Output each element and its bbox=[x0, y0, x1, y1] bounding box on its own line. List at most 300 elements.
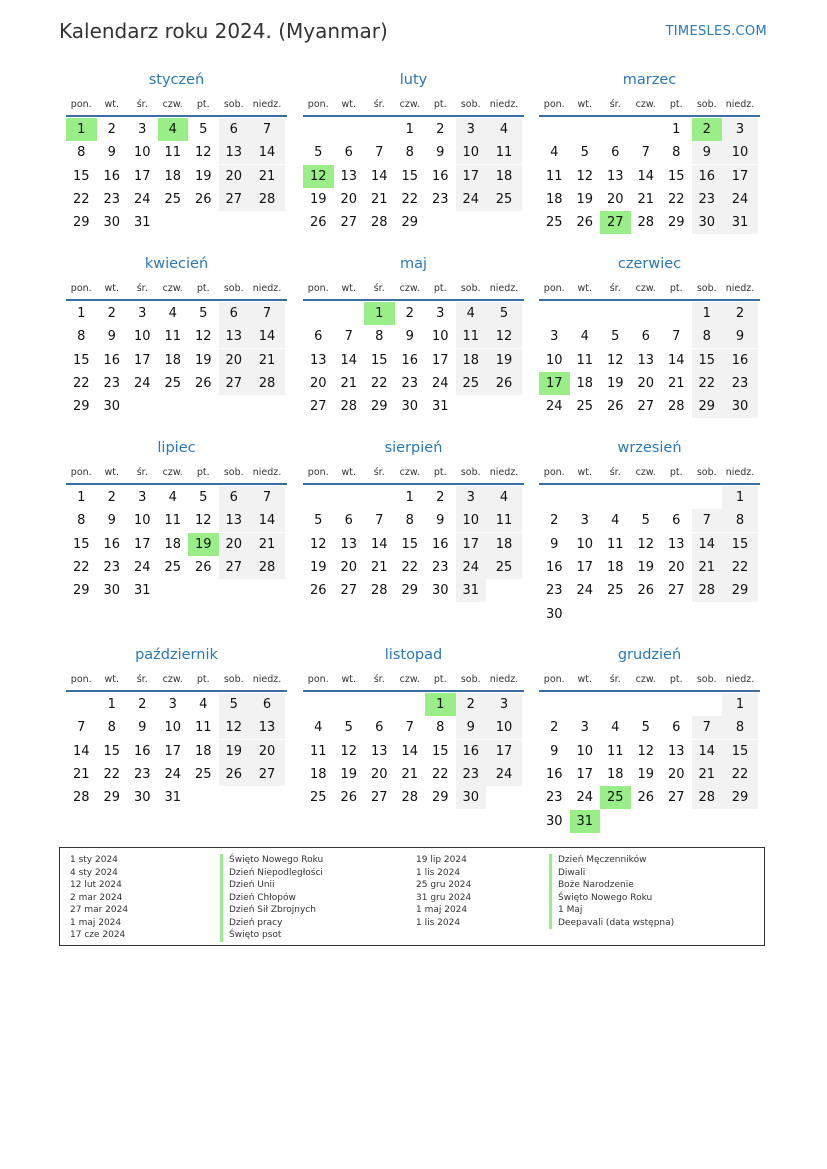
legend-holiday-name: Dzień Męczenników bbox=[549, 854, 674, 867]
day-cell: 12 bbox=[576, 168, 594, 184]
weekday-label: wt. bbox=[577, 283, 592, 294]
day-cell: 5 bbox=[314, 145, 323, 161]
day-cell: 27 bbox=[370, 790, 388, 806]
day-cell: 18 bbox=[164, 352, 182, 368]
day-cell: 8 bbox=[405, 513, 414, 529]
weekday-label: pon. bbox=[543, 467, 565, 478]
day-cell: 31 bbox=[456, 579, 487, 602]
day-cell: 6 bbox=[672, 513, 681, 529]
day-cell: 14 bbox=[249, 141, 285, 164]
day-cell: 10 bbox=[133, 513, 151, 529]
day-cell: 31 bbox=[133, 583, 151, 599]
weekday-label: pt. bbox=[196, 283, 210, 294]
day-cell: 11 bbox=[164, 329, 182, 345]
weekday-label: sob. bbox=[460, 283, 481, 294]
day-cell: 21 bbox=[72, 766, 90, 782]
day-cell: 1 bbox=[672, 122, 681, 137]
holiday-legend bbox=[59, 847, 765, 946]
day-cell: 14 bbox=[667, 352, 685, 368]
day-cell: 25 bbox=[576, 399, 594, 415]
day-cell: 25 bbox=[194, 766, 212, 782]
day-cell: 14 bbox=[340, 352, 358, 368]
weekday-label: pon. bbox=[307, 674, 329, 685]
weekday-label: pon. bbox=[70, 283, 92, 294]
weekday-label: czw. bbox=[399, 674, 420, 685]
day-cell: 15 bbox=[72, 352, 90, 368]
header-rule bbox=[303, 483, 524, 485]
day-cell: 3 bbox=[580, 513, 589, 529]
day-cell: 19 bbox=[637, 559, 655, 575]
day-cell: 24 bbox=[133, 559, 151, 575]
header-rule bbox=[539, 115, 760, 117]
day-cell: 17 bbox=[576, 766, 594, 782]
weekday-label: śr. bbox=[609, 283, 621, 294]
day-cell: 2 bbox=[405, 306, 414, 321]
day-cell: 30 bbox=[103, 399, 121, 415]
weekday-label: śr. bbox=[136, 467, 148, 478]
weekday-label: śr. bbox=[609, 99, 621, 110]
day-cell: 6 bbox=[219, 302, 250, 325]
day-cell: 16 bbox=[692, 165, 723, 188]
day-cell: 10 bbox=[133, 329, 151, 345]
day-cell: 29 bbox=[692, 395, 723, 418]
day-cell: 6 bbox=[249, 693, 285, 716]
day-cell: 22 bbox=[692, 372, 723, 395]
day-cell: 22 bbox=[72, 559, 90, 575]
day-cell: 28 bbox=[692, 579, 723, 602]
weekday-label: wt. bbox=[341, 674, 356, 685]
day-cell: 29 bbox=[72, 215, 90, 231]
day-cell: 28 bbox=[72, 790, 90, 806]
day-cell: 30 bbox=[103, 583, 121, 599]
month-name: maj bbox=[399, 256, 428, 272]
day-cell: 4 bbox=[580, 329, 589, 345]
day-cell: 19 bbox=[340, 766, 358, 782]
weekday-header bbox=[303, 99, 524, 115]
day-cell: 3 bbox=[456, 118, 487, 141]
page-title: Kalendarz roku 2024. (Myanmar) bbox=[59, 19, 388, 43]
day-cell: 12 bbox=[194, 513, 212, 529]
weekday-label: śr. bbox=[136, 283, 148, 294]
day-cell: 21 bbox=[692, 763, 723, 786]
legend-holiday-name: Deepavali (data wstępna) bbox=[549, 917, 674, 930]
legend-date: 19 lip 2024 bbox=[416, 855, 467, 865]
day-cell: 30 bbox=[103, 215, 121, 231]
day-cell: 3 bbox=[550, 329, 559, 345]
weekday-label: pt. bbox=[196, 674, 210, 685]
day-cell: 1 bbox=[405, 122, 414, 137]
day-cell: 22 bbox=[72, 191, 90, 207]
day-cell: 28 bbox=[401, 790, 419, 806]
day-cell: 18 bbox=[164, 536, 182, 552]
day-cell: 25 bbox=[456, 372, 487, 395]
day-cell: 16 bbox=[722, 349, 758, 372]
day-cell: 27 bbox=[340, 583, 358, 599]
weekday-label: śr. bbox=[136, 99, 148, 110]
day-cell: 9 bbox=[692, 141, 723, 164]
day-cell: 19 bbox=[576, 191, 594, 207]
day-cell: 18 bbox=[194, 743, 212, 759]
legend-dates-left bbox=[70, 854, 128, 942]
day-cell: 13 bbox=[249, 716, 285, 739]
legend-date: 31 gru 2024 bbox=[416, 892, 472, 903]
legend-holiday-name: Święto Nowego Roku bbox=[220, 854, 323, 867]
month-name: kwiecień bbox=[144, 256, 209, 272]
weekday-label: czw. bbox=[635, 283, 656, 294]
day-cell: 11 bbox=[545, 168, 563, 184]
legend-date: 17 cze 2024 bbox=[70, 930, 126, 940]
day-cell: 6 bbox=[641, 329, 650, 345]
day-cell: 8 bbox=[77, 145, 86, 161]
weekday-label: czw. bbox=[635, 674, 656, 685]
day-cell: 30 bbox=[456, 786, 487, 809]
day-cell: 1 bbox=[66, 118, 97, 141]
header-rule bbox=[539, 483, 760, 485]
day-cell: 8 bbox=[436, 720, 445, 736]
day-cell: 27 bbox=[219, 556, 250, 579]
day-cell: 25 bbox=[600, 786, 631, 809]
legend-date: 1 lis 2024 bbox=[416, 917, 461, 928]
weekday-header bbox=[539, 99, 760, 115]
day-cell: 23 bbox=[545, 583, 563, 599]
day-cell: 3 bbox=[486, 693, 522, 716]
day-cell: 20 bbox=[637, 375, 655, 391]
day-cell: 3 bbox=[168, 697, 177, 712]
day-cell: 12 bbox=[309, 536, 327, 552]
day-cell: 19 bbox=[188, 533, 219, 556]
day-cell: 30 bbox=[692, 211, 723, 234]
day-cell: 14 bbox=[249, 325, 285, 348]
day-cell: 15 bbox=[72, 168, 90, 184]
month-name: grudzień bbox=[617, 647, 682, 663]
day-cell: 4 bbox=[158, 118, 189, 141]
weekday-label: niedz. bbox=[725, 467, 755, 478]
month-name: luty bbox=[399, 72, 428, 88]
day-cell: 5 bbox=[611, 329, 620, 345]
day-cell: 16 bbox=[133, 743, 151, 759]
weekday-label: wt. bbox=[341, 99, 356, 110]
day-cell: 1 bbox=[692, 302, 723, 325]
weekday-label: czw. bbox=[162, 467, 183, 478]
day-cell: 10 bbox=[576, 743, 594, 759]
month-name: listopad bbox=[384, 647, 443, 663]
day-cell: 27 bbox=[667, 790, 685, 806]
day-cell: 28 bbox=[370, 583, 388, 599]
day-cell: 6 bbox=[344, 145, 353, 161]
day-cell: 6 bbox=[219, 486, 250, 509]
day-cell: 2 bbox=[436, 490, 445, 505]
header-rule bbox=[66, 115, 287, 117]
day-cell: 23 bbox=[545, 790, 563, 806]
day-cell: 19 bbox=[309, 191, 327, 207]
day-cell: 29 bbox=[401, 583, 419, 599]
weekday-label: pt. bbox=[433, 467, 447, 478]
day-cell: 4 bbox=[168, 490, 177, 505]
day-cell: 20 bbox=[606, 191, 624, 207]
day-cell: 15 bbox=[692, 349, 723, 372]
day-cell: 13 bbox=[667, 743, 685, 759]
day-cell: 7 bbox=[249, 302, 285, 325]
day-cell: 17 bbox=[486, 740, 522, 763]
day-cell: 25 bbox=[486, 188, 522, 211]
day-cell: 7 bbox=[344, 329, 353, 345]
legend-names-right bbox=[549, 854, 674, 929]
day-cell: 24 bbox=[545, 399, 563, 415]
day-cell: 8 bbox=[405, 145, 414, 161]
day-cell: 21 bbox=[340, 375, 358, 391]
weekday-label: pt. bbox=[196, 467, 210, 478]
day-cell: 4 bbox=[199, 697, 208, 712]
month-name: czerwiec bbox=[617, 256, 682, 272]
day-cell: 7 bbox=[249, 118, 285, 141]
day-cell: 20 bbox=[340, 559, 358, 575]
day-cell: 7 bbox=[249, 486, 285, 509]
day-cell: 19 bbox=[194, 168, 212, 184]
day-cell: 9 bbox=[107, 329, 116, 345]
day-cell: 2 bbox=[550, 513, 559, 529]
day-cell: 21 bbox=[249, 349, 285, 372]
day-cell: 23 bbox=[692, 188, 723, 211]
day-cell: 1 bbox=[722, 693, 758, 716]
weekday-label: czw. bbox=[162, 674, 183, 685]
day-cell: 26 bbox=[309, 583, 327, 599]
header-rule bbox=[303, 115, 524, 117]
weekday-label: czw. bbox=[399, 467, 420, 478]
day-cell: 12 bbox=[637, 536, 655, 552]
legend-date: 25 gru 2024 bbox=[416, 880, 472, 890]
day-cell: 29 bbox=[72, 399, 90, 415]
day-cell: 15 bbox=[667, 168, 685, 184]
day-cell: 11 bbox=[576, 352, 594, 368]
day-cell: 17 bbox=[722, 165, 758, 188]
day-cell: 2 bbox=[107, 306, 116, 321]
weekday-label: pt. bbox=[433, 283, 447, 294]
site-link[interactable]: TIMESLES.COM bbox=[665, 24, 767, 39]
day-cell: 7 bbox=[375, 513, 384, 529]
day-cell: 4 bbox=[486, 486, 522, 509]
day-cell: 20 bbox=[667, 766, 685, 782]
weekday-label: pon. bbox=[70, 467, 92, 478]
day-cell: 17 bbox=[576, 559, 594, 575]
day-cell: 18 bbox=[309, 766, 327, 782]
day-cell: 31 bbox=[431, 399, 449, 415]
day-cell: 20 bbox=[309, 375, 327, 391]
day-cell: 13 bbox=[637, 352, 655, 368]
day-cell: 7 bbox=[672, 329, 681, 345]
day-cell: 28 bbox=[249, 556, 285, 579]
day-cell: 20 bbox=[219, 165, 250, 188]
legend-holiday-name: 1 Maj bbox=[549, 904, 674, 917]
weekday-label: śr. bbox=[373, 674, 385, 685]
day-cell: 24 bbox=[722, 188, 758, 211]
day-cell: 20 bbox=[219, 533, 250, 556]
day-cell: 7 bbox=[405, 720, 414, 736]
weekday-header bbox=[303, 283, 524, 299]
weekday-label: sob. bbox=[696, 674, 717, 685]
weekday-label: pon. bbox=[543, 674, 565, 685]
weekday-label: niedz. bbox=[489, 467, 519, 478]
day-cell: 23 bbox=[431, 559, 449, 575]
day-cell: 27 bbox=[309, 399, 327, 415]
day-cell: 15 bbox=[103, 743, 121, 759]
day-cell: 5 bbox=[641, 513, 650, 529]
day-cell: 5 bbox=[486, 302, 522, 325]
day-cell: 2 bbox=[692, 118, 723, 141]
day-cell: 10 bbox=[133, 145, 151, 161]
day-cell: 2 bbox=[138, 697, 147, 712]
weekday-label: niedz. bbox=[725, 674, 755, 685]
day-cell: 5 bbox=[314, 513, 323, 529]
day-cell: 13 bbox=[606, 168, 624, 184]
legend-date: 12 lut 2024 bbox=[70, 880, 122, 890]
day-cell: 4 bbox=[611, 513, 620, 529]
day-cell: 28 bbox=[340, 399, 358, 415]
weekday-label: wt. bbox=[104, 467, 119, 478]
day-cell: 27 bbox=[600, 211, 631, 234]
day-cell: 8 bbox=[722, 716, 758, 739]
day-cell: 11 bbox=[309, 743, 327, 759]
day-cell: 24 bbox=[164, 766, 182, 782]
weekday-label: niedz. bbox=[489, 283, 519, 294]
day-cell: 17 bbox=[133, 352, 151, 368]
day-cell: 25 bbox=[309, 790, 327, 806]
day-cell: 29 bbox=[722, 579, 758, 602]
header-rule bbox=[303, 299, 524, 301]
weekday-label: pon. bbox=[70, 99, 92, 110]
day-cell: 29 bbox=[431, 790, 449, 806]
day-cell: 9 bbox=[550, 743, 559, 759]
weekday-label: pt. bbox=[669, 467, 683, 478]
day-cell: 13 bbox=[309, 352, 327, 368]
weekday-label: czw. bbox=[162, 99, 183, 110]
day-cell: 27 bbox=[637, 399, 655, 415]
legend-names-left bbox=[220, 854, 323, 942]
day-cell: 15 bbox=[431, 743, 449, 759]
day-cell: 8 bbox=[375, 329, 384, 345]
weekday-label: czw. bbox=[399, 283, 420, 294]
day-cell: 28 bbox=[667, 399, 685, 415]
day-cell: 27 bbox=[667, 583, 685, 599]
month-name: lipiec bbox=[157, 440, 196, 456]
day-cell: 16 bbox=[431, 536, 449, 552]
day-cell: 16 bbox=[431, 168, 449, 184]
day-cell: 24 bbox=[133, 191, 151, 207]
day-cell: 24 bbox=[576, 790, 594, 806]
day-cell: 18 bbox=[164, 168, 182, 184]
day-cell: 7 bbox=[692, 716, 723, 739]
day-cell: 22 bbox=[722, 556, 758, 579]
day-cell: 18 bbox=[486, 533, 522, 556]
day-cell: 2 bbox=[550, 720, 559, 736]
day-cell: 25 bbox=[606, 583, 624, 599]
day-cell: 17 bbox=[164, 743, 182, 759]
day-cell: 31 bbox=[570, 810, 601, 833]
day-cell: 21 bbox=[401, 766, 419, 782]
day-cell: 2 bbox=[722, 302, 758, 325]
day-cell: 1 bbox=[722, 486, 758, 509]
day-cell: 18 bbox=[456, 349, 487, 372]
weekday-label: wt. bbox=[341, 467, 356, 478]
day-cell: 11 bbox=[456, 325, 487, 348]
day-cell: 12 bbox=[340, 743, 358, 759]
day-cell: 7 bbox=[692, 509, 723, 532]
legend-date: 2 mar 2024 bbox=[70, 892, 123, 903]
legend-holiday-name: Dzień pracy bbox=[220, 917, 323, 930]
day-cell: 9 bbox=[436, 145, 445, 161]
day-cell: 13 bbox=[219, 509, 250, 532]
month-name: październik bbox=[135, 647, 218, 663]
day-cell: 24 bbox=[133, 375, 151, 391]
header-rule bbox=[66, 483, 287, 485]
legend-holiday-name: Boże Narodzenie bbox=[549, 879, 674, 892]
weekday-label: niedz. bbox=[252, 674, 282, 685]
day-cell: 29 bbox=[103, 790, 121, 806]
day-cell: 24 bbox=[456, 556, 487, 579]
weekday-label: sob. bbox=[696, 467, 717, 478]
day-cell: 7 bbox=[641, 145, 650, 161]
day-cell: 4 bbox=[314, 720, 323, 736]
day-cell: 31 bbox=[164, 790, 182, 806]
day-cell: 26 bbox=[576, 215, 594, 231]
day-cell: 19 bbox=[606, 375, 624, 391]
day-cell: 30 bbox=[722, 395, 758, 418]
day-cell: 15 bbox=[72, 536, 90, 552]
weekday-label: wt. bbox=[577, 674, 592, 685]
weekday-label: śr. bbox=[609, 467, 621, 478]
weekday-header bbox=[66, 467, 287, 483]
day-cell: 5 bbox=[344, 720, 353, 736]
day-cell: 11 bbox=[606, 743, 624, 759]
day-cell: 2 bbox=[436, 122, 445, 137]
day-cell: 17 bbox=[133, 168, 151, 184]
day-cell: 16 bbox=[401, 352, 419, 368]
day-cell: 13 bbox=[667, 536, 685, 552]
day-cell: 11 bbox=[486, 141, 522, 164]
weekday-header bbox=[303, 467, 524, 483]
day-cell: 8 bbox=[672, 145, 681, 161]
weekday-label: pon. bbox=[307, 467, 329, 478]
day-cell: 6 bbox=[375, 720, 384, 736]
weekday-label: śr. bbox=[373, 467, 385, 478]
day-cell: 5 bbox=[641, 720, 650, 736]
day-cell: 27 bbox=[219, 188, 250, 211]
weekday-label: sob. bbox=[223, 283, 244, 294]
day-cell: 8 bbox=[77, 329, 86, 345]
day-cell: 3 bbox=[138, 306, 147, 321]
day-cell: 27 bbox=[340, 215, 358, 231]
day-cell: 26 bbox=[606, 399, 624, 415]
day-cell: 7 bbox=[77, 720, 86, 736]
weekday-header bbox=[66, 99, 287, 115]
day-cell: 3 bbox=[580, 720, 589, 736]
day-cell: 23 bbox=[103, 375, 121, 391]
weekday-label: śr. bbox=[373, 283, 385, 294]
day-cell: 23 bbox=[431, 191, 449, 207]
weekday-label: wt. bbox=[577, 99, 592, 110]
day-cell: 9 bbox=[550, 536, 559, 552]
day-cell: 23 bbox=[103, 559, 121, 575]
legend-holiday-name: Święto psot bbox=[220, 929, 323, 942]
day-cell: 8 bbox=[77, 513, 86, 529]
day-cell: 28 bbox=[370, 215, 388, 231]
day-cell: 11 bbox=[606, 536, 624, 552]
weekday-label: sob. bbox=[460, 99, 481, 110]
day-cell: 10 bbox=[456, 509, 487, 532]
day-cell: 18 bbox=[606, 559, 624, 575]
day-cell: 10 bbox=[545, 352, 563, 368]
day-cell: 19 bbox=[486, 349, 522, 372]
weekday-label: sob. bbox=[696, 283, 717, 294]
